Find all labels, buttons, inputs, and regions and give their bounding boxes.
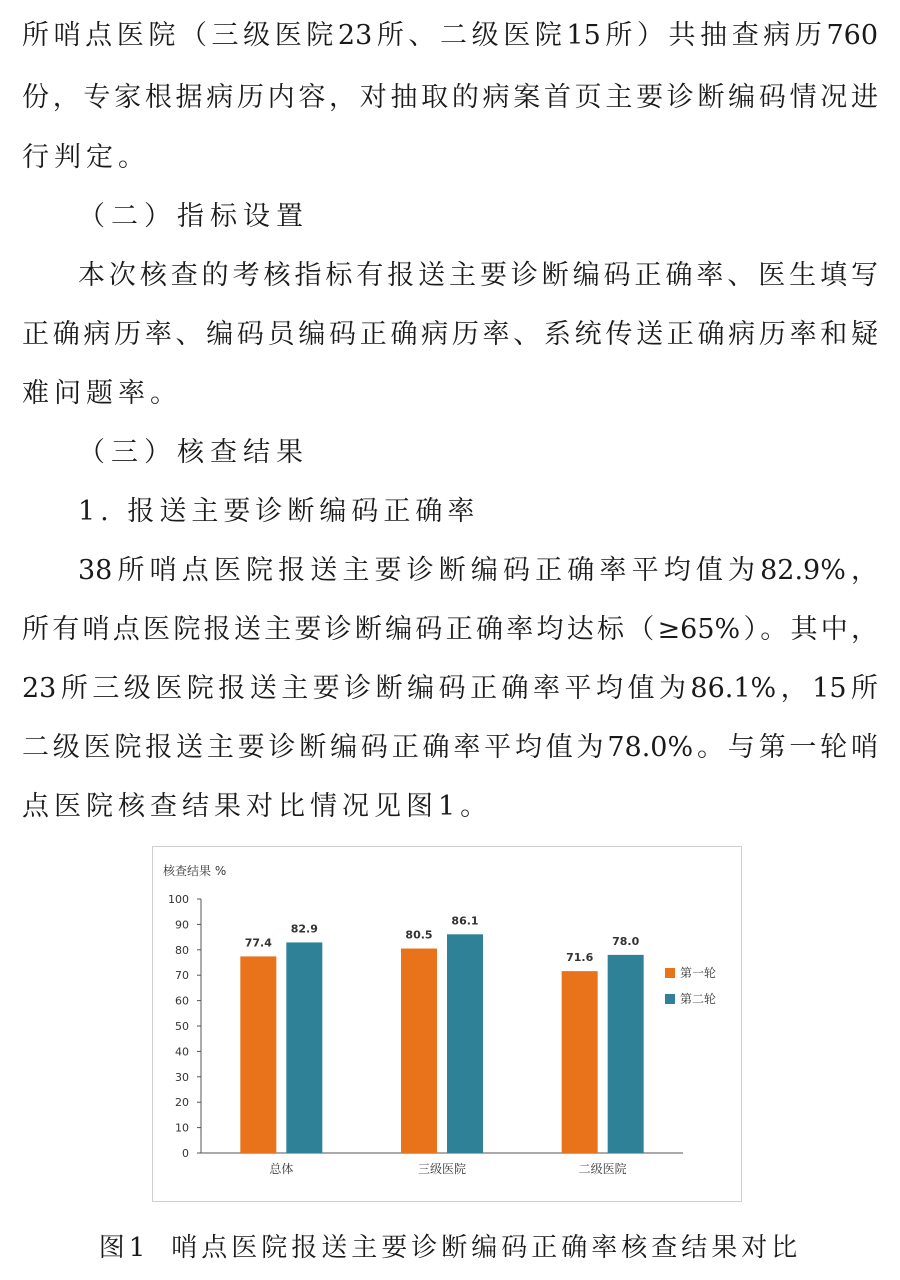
x-tick-label: 三级医院 (417, 1162, 467, 1176)
data-label: 86.1 (451, 914, 479, 928)
paragraph-line: 所哨点医院（三级医院23所、二级医院15所）共抽查病历760 (22, 20, 878, 51)
legend-swatch (665, 994, 675, 1004)
bar-第二轮-三级医院 (447, 934, 483, 1153)
section-heading: （三）核查结果 (78, 437, 309, 468)
x-tick-label: 二级医院 (578, 1162, 627, 1176)
y-tick-label: 0 (182, 1147, 189, 1160)
legend-swatch (665, 968, 675, 978)
paragraph-line: 二级医院报送主要诊断编码正确率平均值为78.0%。与第一轮哨 (22, 732, 878, 763)
figure-number: 图1 (98, 1233, 150, 1263)
paragraph-line: 行判定。 (22, 142, 150, 173)
data-label: 77.4 (244, 936, 272, 950)
paragraph-line: 份，专家根据病历内容，对抽取的病案首页主要诊断编码情况进 (22, 82, 878, 113)
figure-caption-text: 哨点医院报送主要诊断编码正确率核查结果对比 (171, 1233, 802, 1263)
paragraph-line: 23所三级医院报送主要诊断编码正确率平均值为86.1%，15所 (22, 673, 878, 704)
bar-第二轮-总体 (286, 942, 322, 1153)
y-tick-label: 60 (175, 994, 189, 1008)
bar-第一轮-二级医院 (562, 971, 598, 1153)
y-tick-label: 90 (175, 918, 189, 932)
data-label: 80.5 (405, 928, 433, 942)
y-tick-label: 30 (175, 1070, 189, 1084)
x-tick-label: 总体 (269, 1162, 294, 1176)
paragraph-line: 点医院核查结果对比情况见图1。 (22, 791, 493, 822)
bar-第一轮-三级医院 (401, 949, 437, 1153)
y-tick-label: 70 (175, 969, 189, 983)
legend-label: 第一轮 (680, 966, 717, 980)
y-tick-label: 100 (168, 893, 189, 906)
y-tick-label: 80 (175, 943, 189, 957)
figure-caption (0, 1230, 900, 1266)
paragraph-line: 难问题率。 (22, 378, 182, 409)
y-tick-label: 20 (175, 1096, 189, 1110)
data-label: 71.6 (566, 951, 594, 965)
y-tick-label: 10 (175, 1121, 189, 1135)
section-heading: （二）指标设置 (78, 201, 309, 232)
legend-label: 第二轮 (680, 992, 717, 1006)
y-axis-label: 核查结果 % (163, 864, 227, 878)
bar-第一轮-总体 (240, 956, 276, 1153)
data-label: 82.9 (290, 922, 318, 936)
bar-第二轮-二级医院 (608, 955, 644, 1153)
paragraph-line: 38所哨点医院报送主要诊断编码正确率平均值为82.9%， (78, 555, 878, 586)
paragraph-line: 本次核查的考核指标有报送主要诊断编码正确率、医生填写 (78, 260, 878, 291)
bar-chart (152, 846, 742, 1202)
paragraph-line: 正确病历率、编码员编码正确病历率、系统传送正确病历率和疑 (22, 319, 878, 350)
subsection-heading: 1. 报送主要诊断编码正确率 (78, 496, 480, 527)
y-tick-label: 40 (175, 1045, 189, 1059)
paragraph-line: 所有哨点医院报送主要诊断编码正确率均达标（≥65%）。其中， (22, 614, 878, 645)
data-label: 78.0 (612, 934, 640, 948)
y-tick-label: 50 (175, 1020, 189, 1033)
chart-canvas (153, 847, 741, 1201)
